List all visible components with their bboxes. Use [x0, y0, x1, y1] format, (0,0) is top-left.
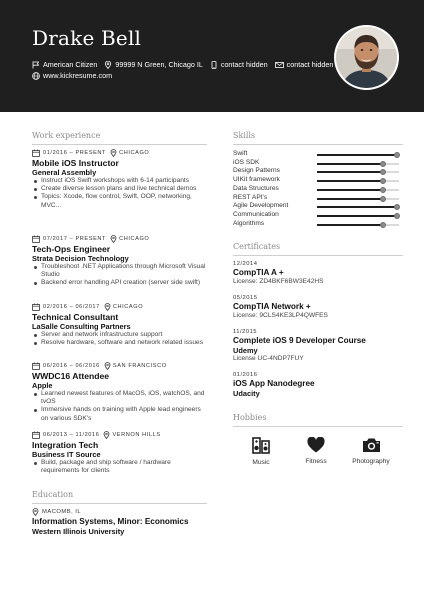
company-name: Apple — [32, 381, 53, 390]
experience-entry — [32, 303, 207, 347]
list-item: Build, package and ship software / hardware requirements for clients — [32, 459, 207, 475]
certificate-entry — [233, 328, 408, 363]
experience-dates: 06/2013 – 11/2016 VERNON HILLS — [32, 431, 207, 439]
section-divider — [233, 255, 403, 256]
hobby-fitness: Fitness — [286, 437, 346, 465]
flag-icon — [32, 61, 40, 69]
experience-entry — [32, 235, 207, 288]
responsibilities-list — [32, 331, 207, 347]
job-title: Tech-Ops Engineer — [32, 244, 111, 254]
skill-level-fill — [317, 198, 383, 200]
job-title: WWDC16 Attendee — [32, 371, 110, 381]
certificate-issuer: Udemy — [233, 346, 258, 355]
section-divider — [233, 144, 403, 145]
certificate-license: License: ZD4BKF6BW3E42HS — [233, 278, 324, 285]
email[interactable]: contact hidden — [275, 60, 334, 69]
skill-level-bar — [317, 198, 399, 200]
company-name: Business IT Source — [32, 450, 101, 459]
experience-entry — [32, 149, 207, 210]
experience-dates: 07/2017 – PRESENT CHICAGO — [32, 235, 207, 243]
list-item: Create diverse lesson plans and live technical demos — [32, 185, 207, 193]
certificate-date: 05/2015 — [233, 295, 258, 301]
hobby-photography: Photography — [341, 437, 401, 465]
company-name: General Assembly — [32, 168, 97, 177]
hobby-music: Music — [231, 437, 291, 466]
avatar — [334, 25, 399, 90]
skill-level-fill — [317, 206, 397, 208]
responsibilities-list — [32, 177, 207, 210]
list-item: Instruct iOS Swift workshops with 6-14 participants — [32, 177, 207, 185]
section-title-certificates: Certificates — [233, 242, 281, 251]
mail-icon — [275, 61, 284, 69]
skill-level-fill — [317, 189, 383, 191]
skill-level-knob — [380, 178, 386, 184]
job-title: Mobile iOS Instructor — [32, 158, 119, 168]
certificate-entry — [233, 260, 408, 286]
skill-row — [233, 167, 403, 176]
skill-row — [233, 194, 403, 203]
skill-level-bar — [317, 224, 399, 226]
skill-level-knob — [394, 213, 400, 219]
camera-icon — [362, 437, 381, 453]
list-item: Server and network infrastructure support — [32, 331, 207, 339]
skill-level-bar — [317, 189, 399, 191]
candidate-name: Drake Bell — [32, 26, 142, 50]
calendar-icon — [32, 362, 40, 370]
location-pin-icon — [32, 508, 39, 516]
certificate-license: License UC-4NDP7FUY — [233, 355, 304, 362]
heart-icon — [307, 437, 325, 453]
skill-row — [233, 202, 403, 211]
calendar-icon — [32, 235, 40, 243]
list-item: Backend error handling API creation (server side swift) — [32, 279, 207, 287]
skill-level-bar — [317, 163, 399, 165]
music-icon — [252, 437, 270, 454]
profile-photo — [336, 27, 397, 88]
address: 99999 N Green, Chicago IL — [104, 60, 203, 69]
job-title: Integration Tech — [32, 440, 99, 450]
website-row — [32, 71, 119, 80]
certificate-title: iOS App Nanodegree — [233, 379, 315, 388]
phone-icon — [210, 61, 218, 69]
location-pin-icon — [104, 303, 111, 311]
phone[interactable]: contact hidden — [210, 60, 268, 69]
location-pin-icon — [110, 149, 117, 157]
skill-name: Design Patterns — [233, 167, 280, 175]
skill-level-bar — [317, 154, 399, 156]
skill-level-fill — [317, 154, 397, 156]
experience-dates: 06/2016 – 06/2016 SAN FRANCISCO — [32, 362, 207, 370]
calendar-icon — [32, 303, 40, 311]
section-divider — [32, 503, 207, 504]
skill-level-fill — [317, 171, 383, 173]
experience-dates: 02/2016 – 06/2017 CHICAGO — [32, 303, 207, 311]
certificate-title: Complete iOS 9 Developer Course — [233, 336, 366, 345]
skill-row — [233, 185, 403, 194]
skill-name: Communication — [233, 210, 279, 218]
company-name: Strata Decision Technology — [32, 254, 129, 263]
list-item: Topics: Xcode, flow control, Swift, OOP, networking, MVC... — [32, 193, 207, 209]
certificate-license: License: 9CLS4KE3LP4QWFES — [233, 312, 328, 319]
certificate-issuer: Udacity — [233, 389, 260, 398]
citizenship: American Citizen — [32, 60, 97, 69]
skill-name: Swift — [233, 150, 248, 157]
skill-row — [233, 220, 403, 229]
skill-level-fill — [317, 163, 383, 165]
location-pin-icon — [110, 235, 117, 243]
location-pin-icon — [104, 61, 112, 69]
website[interactable]: www.kickresume.com — [32, 71, 112, 80]
skill-level-bar — [317, 215, 399, 217]
skill-level-bar — [317, 180, 399, 182]
skill-level-knob — [380, 169, 386, 175]
section-divider — [32, 144, 207, 145]
certificate-date: 11/2015 — [233, 329, 258, 335]
responsibilities-list — [32, 390, 207, 423]
section-title-hobbies: Hobbies — [233, 413, 267, 422]
skill-name: Data Structures — [233, 184, 279, 192]
section-title-work: Work experience — [32, 131, 101, 140]
skill-name: Algorithms — [233, 219, 265, 227]
skill-name: Agile Development — [233, 202, 289, 210]
location-pin-icon — [104, 362, 111, 370]
skill-row — [233, 150, 403, 159]
skill-level-bar — [317, 171, 399, 173]
section-title-skills: Skills — [233, 131, 256, 140]
responsibilities-list — [32, 459, 207, 475]
list-item: Immersive hands on training with Apple lead engineers on various SDK's — [32, 406, 207, 422]
list-item: Resolve hardware, software and network related issues — [32, 339, 207, 347]
section-divider — [233, 426, 403, 427]
skill-name: UIKit framework — [233, 176, 280, 184]
location-pin-icon — [103, 431, 110, 439]
globe-icon — [32, 72, 40, 80]
education-school: Western Illinois University — [32, 527, 125, 536]
certificate-date: 12/2014 — [233, 261, 258, 267]
skill-row — [233, 211, 403, 220]
skill-level-knob — [380, 222, 386, 228]
education-degree: Information Systems, Minor: Economics — [32, 517, 189, 526]
education-location: MACOMB, IL — [32, 508, 212, 516]
skill-level-knob — [394, 152, 400, 158]
list-item: Learned newest features of MacOS, iOS, watchOS, and tvOS — [32, 390, 207, 406]
resume-header — [0, 0, 424, 112]
skill-level-bar — [317, 206, 399, 208]
calendar-icon — [32, 149, 40, 157]
responsibilities-list — [32, 263, 207, 288]
skill-row — [233, 176, 403, 185]
skill-row — [233, 159, 403, 168]
section-title-education: Education — [32, 490, 74, 499]
skill-level-knob — [394, 204, 400, 210]
certificate-entry — [233, 294, 408, 320]
certificate-title: CompTIA A + — [233, 268, 284, 277]
experience-entry — [32, 431, 207, 475]
contact-row — [32, 60, 340, 69]
education-entry — [32, 508, 212, 536]
list-item: Troubleshoot .NET Applications through Microsoft Visual Studio — [32, 263, 207, 279]
skill-level-fill — [317, 224, 383, 226]
skill-name: REST API's — [233, 193, 268, 201]
skill-level-knob — [380, 187, 386, 193]
skill-level-fill — [317, 180, 383, 182]
certificate-title: CompTIA Network + — [233, 302, 311, 311]
skill-level-knob — [380, 196, 386, 202]
job-title: Technical Consultant — [32, 312, 119, 322]
certificate-entry — [233, 371, 408, 398]
experience-entry — [32, 362, 207, 423]
skill-name: iOS SDK — [233, 158, 260, 166]
experience-dates: 01/2016 – PRESENT CHICAGO — [32, 149, 207, 157]
calendar-icon — [32, 431, 40, 439]
skill-level-fill — [317, 215, 397, 217]
certificate-date: 01/2016 — [233, 372, 258, 378]
company-name: LaSalle Consulting Partners — [32, 322, 131, 331]
skill-level-knob — [380, 161, 386, 167]
